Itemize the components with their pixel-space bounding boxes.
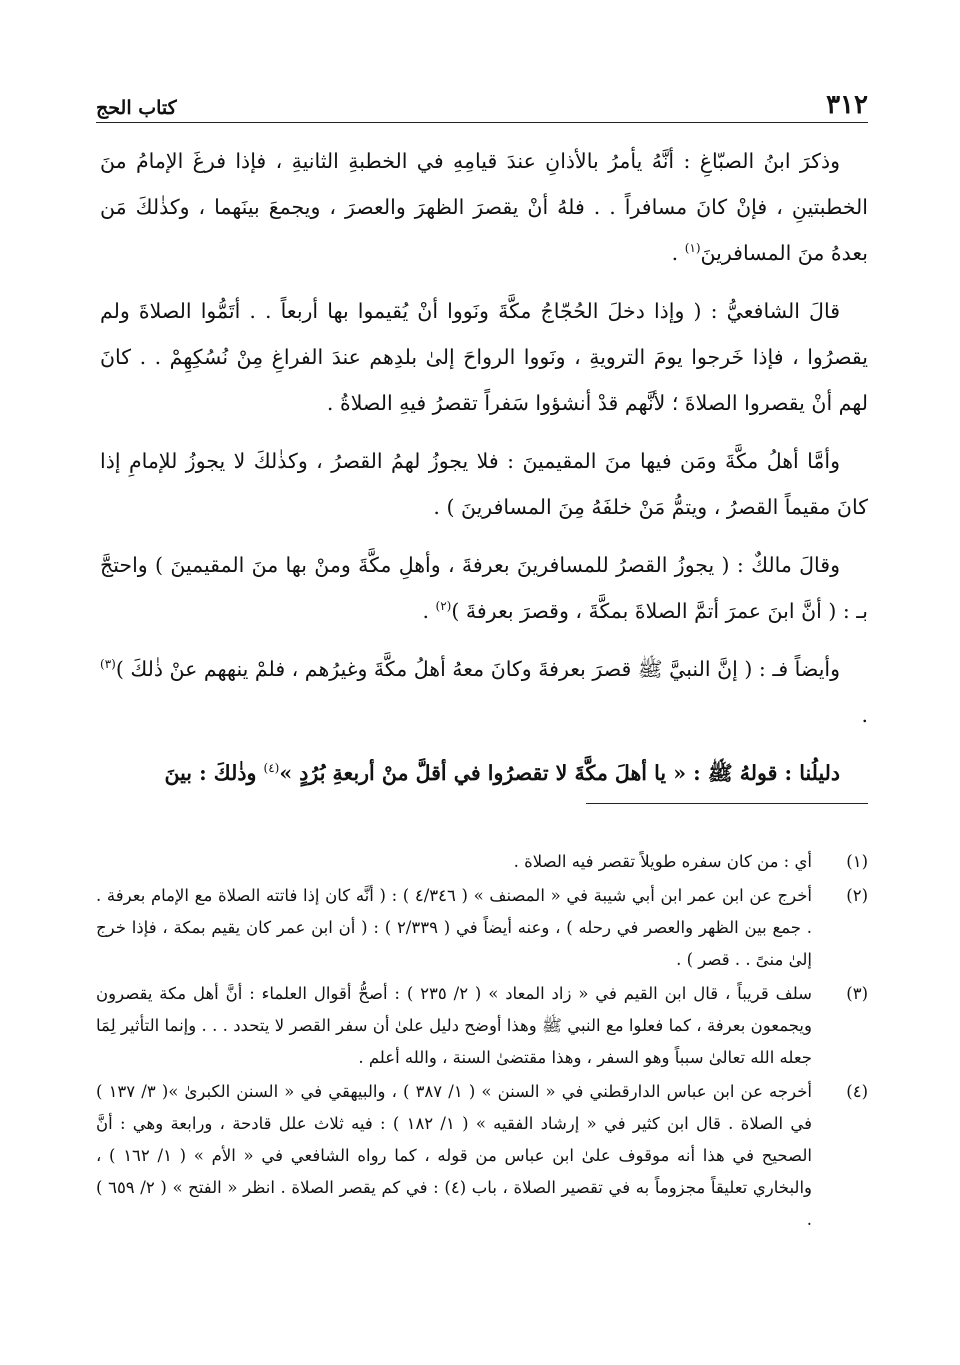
footnote-ref: (٢) <box>435 599 452 614</box>
main-text <box>100 138 868 808</box>
paragraph-text: قولهُ ﷺ : « يا أهلَ مكَّةَ لا تقصرُوا في أقلَّ منْ أربعةِ بُرُدٍ » <box>279 761 785 785</box>
paragraph-tail: . <box>861 703 868 727</box>
footnote-ref: (١) <box>684 241 701 256</box>
paragraph <box>100 138 868 276</box>
paragraph-text: وقالَ مالكٌ : ( يجوزُ القصرُ للمسافرينَ بعرفةَ ، وأهلِ مكَّةَ ومنْ بها منَ المقيمينَ ) واحتجَّ بـ : ( أنَّ ابنَ عمرَ أتمَّ الصلاةَ بمكَّةَ ، وقصرَ بعرفةَ ) <box>100 553 868 623</box>
paragraph-text: وأيضاً فـ : ( إنَّ النبيَّ ﷺ قصرَ بعرفةَ وكانَ معهُ أهلُ مكَّةَ وغيرُهم ، فلمْ ينههم عنْ ذٰلكَ ) <box>115 657 840 681</box>
footnote-number: (٤) <box>846 1082 868 1101</box>
footnote-text: أخرجه عن ابن عباس الدارقطني في « السنن » ( ١/ ٣٨٧ ) ، والبيهقي في « السنن الكبرىٰ »( ٣/ ١٣٧ ) في الصلاة . قال ابن كثير في « إرشاد الفقيه » ( ١/ ١٨٢ ) : فيه ثلاث علل قادحة ، ورابعة وهي : أنَّ الصحيح في هذا أنه موقوف علىٰ ابن عباس من قوله ، كما رواه الشافعي في « الأم » ( ١/ ١٦٢ ) ، والبخاري تعليقاً مجزوماً به في تقصير الصلاة ، باب (٤) : في كم يقصر الصلاة . انظر « الفتح » ( ٢/ ٦٥٩ ) . <box>96 1082 813 1229</box>
footnote <box>96 1076 868 1236</box>
footnote-text: أخرج عن ابن عمر ابن أبي شيبة في « المصنف » ( ٤/٣٤٦ ) : ( أنَّه كان إذا فاتته الصلاة مع الإمام بعرفة . . جمع بين الظهر والعصر في رحله ) ، وعنه أيضاً في ( ٢/٣٣٩ ) : ( أن ابن عمر كان يقيم بمكة ، فإذا خرج إلىٰ منىً . . قصر ) . <box>96 886 813 969</box>
paragraph <box>100 542 868 634</box>
paragraph <box>100 288 868 426</box>
paragraph-lead: دليلُنا : <box>784 761 840 785</box>
page-number: ٣١٢ <box>826 90 868 120</box>
footnote-text: أي : من كان سفره طويلاً تقصر فيه الصلاة . <box>513 852 812 871</box>
footnote <box>96 846 868 878</box>
paragraph <box>100 646 868 738</box>
paragraph-text: قالَ الشافعيُّ : ( وإذا دخلَ الحُجّاجُ مكَّةَ ونَووا أنْ يُقيموا بها أربعاً . . أتَمُّوا الصلاةَ ولم يقصرُوا ، فإذا خَرجوا يومَ الترويةِ ، ونَووا الرواحَ إلىٰ بلدِهم عندَ الفراغِ مِنْ نُسُكِهِمْ . . كانَ لهم أنْ يقصروا الصلاةَ ؛ لأنَّهم قدْ أنشؤوا سَفراً تقصرُ فيهِ الصلاةُ . <box>100 299 868 415</box>
running-head: كتاب الحج <box>96 97 177 119</box>
footnote-ref: (٣) <box>100 657 116 672</box>
footnotes <box>96 846 868 1238</box>
paragraph <box>100 750 868 796</box>
footnote-text: سلف قريباً ، قال ابن القيم في « زاد المعاد » ( ٢/ ٢٣٥ ) : أصحُّ أقوال العلماء : أنَّ أهل مكة يقصرون ويجمعون بعرفة ، كما فعلوا مع النبي ﷺ وهذا أوضح دليل علىٰ أن سفر القصر لا يتحدد . . . وإنما التأثير لِمَا جعله الله تعالىٰ سبباً وهو السفر ، وهذا مقتضىٰ السنة ، والله أعلم . <box>96 984 812 1067</box>
paragraph-tail: وذٰلكَ : بينَ <box>164 761 264 785</box>
footnote <box>96 880 868 976</box>
footnote-number: (١) <box>846 852 868 871</box>
footnote-ref: (٤) <box>263 761 280 776</box>
footnote-number: (٢) <box>846 886 868 905</box>
paragraph-text: وذكرَ ابنُ الصبّاغِ : أنَّهُ يأمرُ بالأذانِ عندَ قيامِهِ في الخطبةِ الثانيةِ ، فإذا فرغَ الإمامُ منَ الخطبتينِ ، فإنْ كانَ مسافراً . . فلهُ أنْ يقصرَ الظهرَ والعصرَ ، ويجمعَ بينَهما ، وكذٰلكَ مَن بعدهُ منَ المسافرينَ <box>100 149 868 265</box>
paragraph-tail: . <box>422 599 436 623</box>
footnote-divider <box>586 803 868 804</box>
footnote <box>96 978 868 1074</box>
page-header <box>96 82 868 123</box>
paragraph <box>100 438 868 530</box>
footnote-number: (٣) <box>846 984 868 1003</box>
paragraph-tail: . <box>671 241 685 265</box>
paragraph-text: وأمَّا أهلُ مكَّةَ ومَن فيها منَ المقيمينَ : فلا يجوزُ لهمُ القصرُ ، وكذٰلكَ لا يجوزُ للإمامِ إذا كانَ مقيماً القصرُ ، ويتمُّ مَنْ خلفَهُ مِنَ المسافرينَ ) . <box>100 449 868 519</box>
